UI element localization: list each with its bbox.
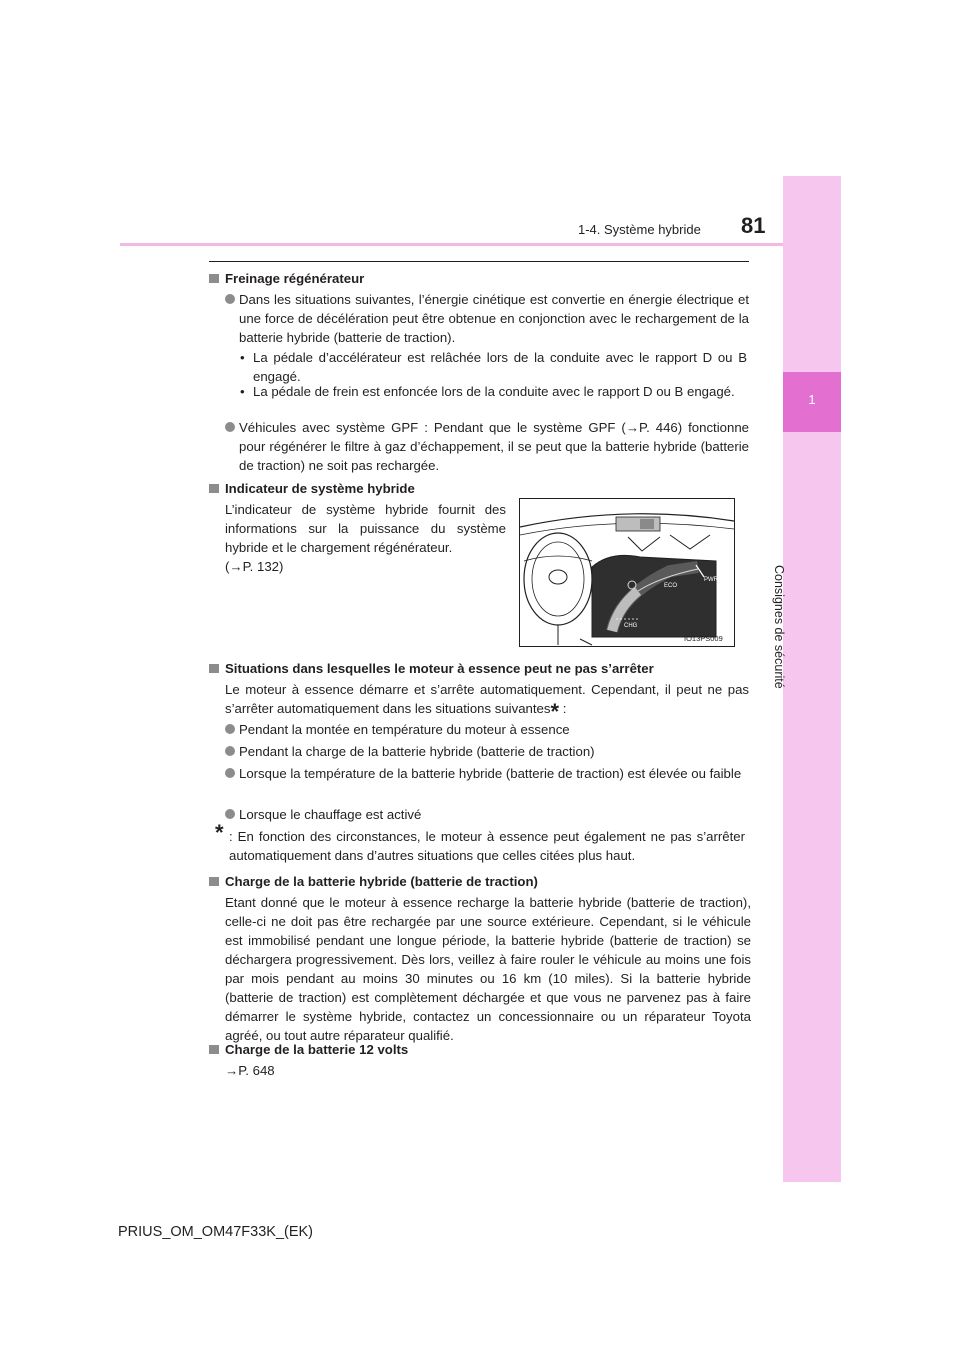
charge12-heading: Charge de la batterie 12 volts [209,1040,765,1059]
figure-code: IO13PS009 [684,634,723,643]
stop-bullet-1: Pendant la montée en température du moteur à essence [209,720,749,739]
footer-doc-code: PRIUS_OM_OM47F33K_(EK) [118,1224,314,1240]
pwr-label: PWR [704,577,718,583]
charge-heading: Charge de la batterie hybride (batterie de traction) [209,872,765,891]
side-tab [783,176,841,1182]
section-title: 1-4. Système hybride [578,222,701,237]
header-rule [120,243,783,246]
charge12-ref[interactable]: →P. 648 [225,1063,275,1078]
stop-intro: Le moteur à essence démarre et s’arrête automatiquement. Cependant, il peut ne pas s’arrêter automatiquement dans les situations suivantes* : [225,682,749,724]
square-bullet-icon [209,877,219,886]
round-bullet-icon [225,768,235,778]
round-bullet-icon [225,809,235,819]
charge-text: Etant donné que le moteur à essence recharge la batterie hybride (batterie de traction), celle-ci ne doit pas être rechargée par une source extérieure. Cependant, si le véhicule est immobilisé pendant une longue période, la batterie hybride (batterie de traction) se déchargera progressivement. Dès lors, veillez à faire rouler le véhicule au moins une fois par mois pendant au moins 30 minutes ou 16 km (10 miles). Si la batterie hybride (batterie de traction) est complètement déchargée et que vous ne parvenez pas à faire démarrer le système hybride, contactez un concessionnaire ou un réparateur Toyota agréé, ou tout autre réparateur qualifié. [225,895,751,1043]
round-bullet-icon [225,294,235,304]
regen-sub-1: • La pédale d’accélérateur est relâchée lors de la conduite avec le rapport D ou B engagé. [240,350,747,384]
stop-bullet-3: Lorsque la température de la batterie hybride (batterie de traction) est élevée ou faible [209,764,749,783]
content-top-rule [209,261,749,262]
round-bullet-icon [225,724,235,734]
stop-heading: Situations dans lesquelles le moteur à essence peut ne pas s’arrêter [209,659,765,678]
eco-label: ECO [664,583,678,589]
hybrid-indicator-figure [519,498,735,647]
square-bullet-icon [209,484,219,493]
regen-bullet-1: Dans les situations suivantes, l’énergie cinétique est convertie en énergie électrique et une force de décélération peut être obtenue en conjonction avec le rechargement de la batterie hybride (batterie de traction). [209,290,749,347]
indicator-page-ref[interactable]: (→P. 132) [225,559,284,574]
regen-bullet-2: Véhicules avec système GPF : Pendant que le système GPF (→P. 446) fonctionne pour régénérer le filtre à gaz d’échappement, il se peut que la batterie hybride (batterie de traction) ne soit pas rechargée. [209,418,749,475]
indicator-heading: Indicateur de système hybride [209,479,765,498]
page-number: 81 [741,213,766,238]
square-bullet-icon [209,1045,219,1054]
square-bullet-icon [209,664,219,673]
round-bullet-icon [225,746,235,756]
stop-bullet-4: Lorsque le chauffage est activé [209,805,749,824]
stop-footnote: * : En fonction des circonstances, le moteur à essence peut également ne pas s’arrêter automatiquement dans d’autres situations que celles citées plus haut. [215,820,745,863]
stop-bullet-2: Pendant la charge de la batterie hybride (batterie de traction) [209,742,749,761]
dashboard-illustration [520,499,734,646]
chapter-number: 1 [808,392,816,407]
indicator-text: L’indicateur de système hybride fournit des informations sur la puissance du système hybride et le chargement régénérateur. (→P. 132) [225,502,506,574]
footnote-star: * [550,699,560,724]
regen-sub-2: • La pédale de frein est enfoncée lors de la conduite avec le rapport D ou B engagé. [240,384,735,399]
chg-label: CHG [624,623,638,629]
round-bullet-icon [225,422,235,432]
regen-heading: Freinage régénérateur [209,269,765,288]
square-bullet-icon [209,274,219,283]
chapter-label: Consignes de sécurité [772,565,786,689]
